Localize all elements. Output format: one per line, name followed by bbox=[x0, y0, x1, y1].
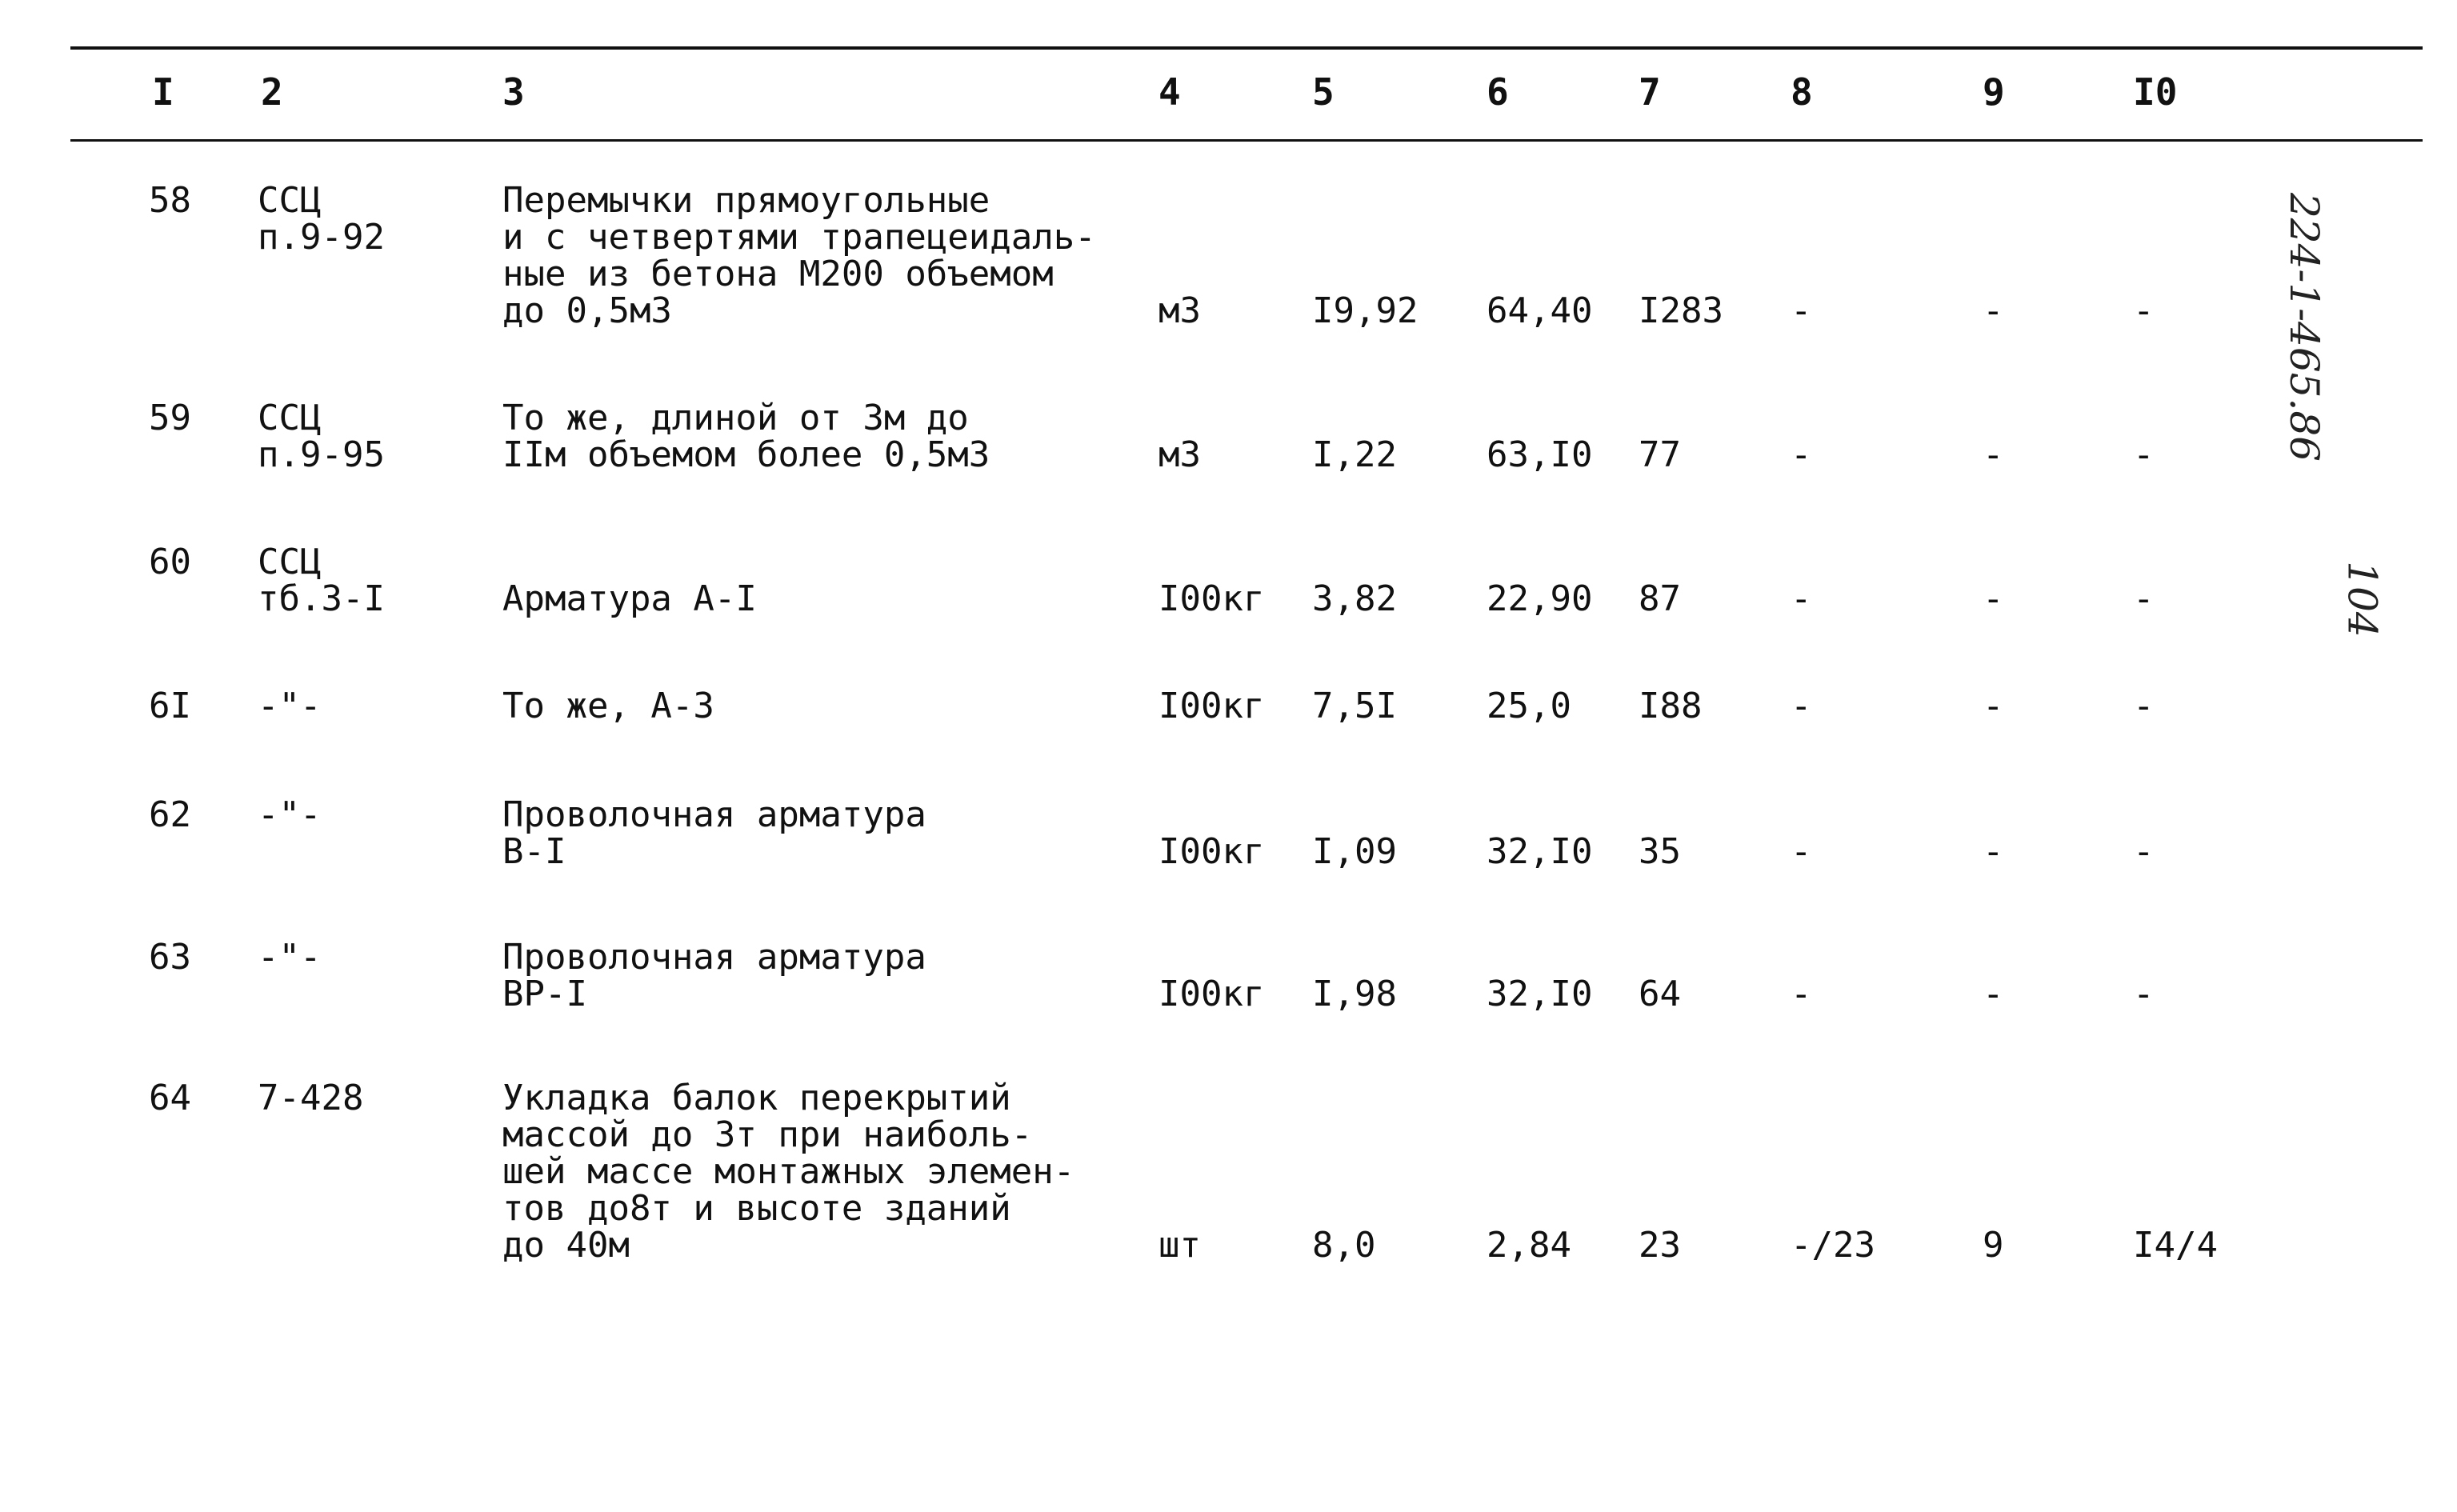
row-number: 62 bbox=[149, 794, 191, 835]
row-unit: I00кг bbox=[1158, 974, 1265, 1014]
description-line: ВР-I bbox=[502, 974, 587, 1014]
header-col-4: 4 bbox=[1158, 70, 1181, 114]
row-quantity: I,98 bbox=[1312, 974, 1397, 1014]
row-col-9: 9 bbox=[1983, 1225, 2004, 1266]
header-col-1: I bbox=[152, 70, 174, 114]
row-code bbox=[258, 939, 321, 976]
row-code bbox=[258, 400, 385, 474]
row-quantity: I,09 bbox=[1312, 831, 1397, 872]
row-col-10: - bbox=[2133, 831, 2155, 872]
row-col-8: -/23 bbox=[1791, 1225, 1875, 1266]
header-rule bbox=[70, 139, 2423, 142]
row-total: 64 bbox=[1639, 974, 1681, 1014]
row-col-9: - bbox=[1983, 290, 2004, 331]
description-line: То же, А-3 bbox=[502, 686, 714, 726]
row-col-8: - bbox=[1791, 290, 1812, 331]
top-rule bbox=[70, 46, 2423, 50]
row-price: 64,40 bbox=[1487, 290, 1593, 331]
row-unit: I00кг bbox=[1158, 686, 1265, 726]
header-col-3: 3 bbox=[502, 70, 525, 114]
row-col-8: - bbox=[1791, 831, 1812, 872]
row-unit: I00кг bbox=[1158, 831, 1265, 872]
document-code-note: 224-1-465.86 bbox=[2281, 193, 2327, 462]
code-line: ССЦ bbox=[258, 180, 322, 221]
row-total: 77 bbox=[1639, 434, 1681, 475]
description-line: до 40м bbox=[502, 1225, 630, 1266]
row-description bbox=[502, 182, 1096, 330]
row-col-9: - bbox=[1983, 578, 2004, 619]
code-line: ССЦ bbox=[258, 542, 322, 582]
row-total: 35 bbox=[1639, 831, 1681, 872]
page-number: 104 bbox=[2339, 561, 2386, 638]
row-unit: шт bbox=[1158, 1225, 1201, 1266]
description-line: ные из бетона М200 объемом bbox=[502, 254, 1054, 294]
code-line: п.9-95 bbox=[258, 434, 385, 475]
row-unit: I00кг bbox=[1158, 578, 1265, 619]
code-line: -"- bbox=[258, 794, 322, 835]
header-col-10: I0 bbox=[2133, 70, 2178, 114]
code-line: -"- bbox=[258, 937, 322, 978]
header-col-9: 9 bbox=[1983, 70, 2005, 114]
row-quantity: 3,82 bbox=[1312, 578, 1397, 619]
header-col-7: 7 bbox=[1639, 70, 1661, 114]
row-number: 59 bbox=[149, 398, 191, 438]
row-col-10: - bbox=[2133, 686, 2155, 726]
row-number: 63 bbox=[149, 937, 191, 978]
row-total: I88 bbox=[1639, 686, 1703, 726]
description-line: В-I bbox=[502, 831, 566, 872]
description-line: То же, длиной от 3м до bbox=[502, 398, 969, 438]
header-col-8: 8 bbox=[1791, 70, 1813, 114]
code-line: -"- bbox=[258, 686, 322, 726]
description-line: Перемычки прямоугольные bbox=[502, 180, 990, 221]
description-line: тов до8т и высоте зданий bbox=[502, 1188, 1011, 1229]
description-line: Проволочная арматура bbox=[502, 937, 926, 978]
row-code bbox=[258, 544, 385, 618]
row-description bbox=[502, 1080, 1074, 1264]
code-line: ССЦ bbox=[258, 398, 322, 438]
row-col-10: - bbox=[2133, 290, 2155, 331]
row-code bbox=[258, 794, 322, 835]
row-price: 25,0 bbox=[1487, 686, 1571, 726]
row-price: 32,I0 bbox=[1487, 831, 1593, 872]
row-price: 63,I0 bbox=[1487, 434, 1593, 475]
description-line: Укладка балок перекрытий bbox=[502, 1078, 1011, 1118]
row-code bbox=[258, 688, 321, 725]
description-line: Проволочная арматура bbox=[502, 794, 926, 835]
row-code bbox=[258, 182, 385, 256]
row-col-8: - bbox=[1791, 686, 1812, 726]
row-unit: м3 bbox=[1158, 434, 1201, 475]
row-price: 22,90 bbox=[1487, 578, 1593, 619]
row-col-10: - bbox=[2133, 974, 2155, 1014]
code-line: 7-428 bbox=[258, 1078, 364, 1118]
row-description bbox=[502, 939, 926, 1013]
row-description bbox=[502, 688, 714, 725]
code-line: п.9-92 bbox=[258, 217, 385, 258]
row-col-8: - bbox=[1791, 578, 1812, 619]
row-col-9: - bbox=[1983, 686, 2004, 726]
description-line: массой до 3т при наиболь- bbox=[502, 1114, 1033, 1155]
description-line: шей массе монтажных элемен- bbox=[502, 1151, 1075, 1192]
row-total: I283 bbox=[1639, 290, 1723, 331]
description-line: и с четвертями трапецеидаль- bbox=[502, 217, 1096, 258]
header-col-5: 5 bbox=[1312, 70, 1335, 114]
row-number: 64 bbox=[149, 1078, 191, 1118]
row-quantity: 8,0 bbox=[1312, 1225, 1376, 1266]
row-col-8: - bbox=[1791, 434, 1812, 475]
row-description bbox=[502, 578, 757, 619]
row-description bbox=[502, 400, 990, 474]
row-col-9: - bbox=[1983, 434, 2004, 475]
row-col-10: - bbox=[2133, 434, 2155, 475]
description-line: до 0,5м3 bbox=[502, 290, 672, 331]
row-col-9: - bbox=[1983, 974, 2004, 1014]
description-line: IIм объемом более 0,5м3 bbox=[502, 434, 990, 475]
row-total: 87 bbox=[1639, 578, 1681, 619]
row-quantity: 7,5I bbox=[1312, 686, 1397, 726]
header-col-6: 6 bbox=[1487, 70, 1509, 114]
row-price: 32,I0 bbox=[1487, 974, 1593, 1014]
code-line: тб.3-I bbox=[258, 578, 385, 619]
row-unit: м3 bbox=[1158, 290, 1201, 331]
row-col-9: - bbox=[1983, 831, 2004, 872]
row-total: 23 bbox=[1639, 1225, 1681, 1266]
description-line: Арматура А-I bbox=[502, 578, 757, 619]
row-code bbox=[258, 1080, 363, 1117]
row-col-8: - bbox=[1791, 974, 1812, 1014]
row-description bbox=[502, 794, 926, 872]
row-quantity: I,22 bbox=[1312, 434, 1397, 475]
row-quantity: I9,92 bbox=[1312, 290, 1419, 331]
row-price: 2,84 bbox=[1487, 1225, 1571, 1266]
row-number: 6I bbox=[149, 686, 191, 726]
header-col-2: 2 bbox=[261, 70, 283, 114]
row-number: 58 bbox=[149, 180, 191, 221]
row-col-10: - bbox=[2133, 578, 2155, 619]
row-col-10: I4/4 bbox=[2133, 1225, 2218, 1266]
row-number: 60 bbox=[149, 542, 191, 582]
